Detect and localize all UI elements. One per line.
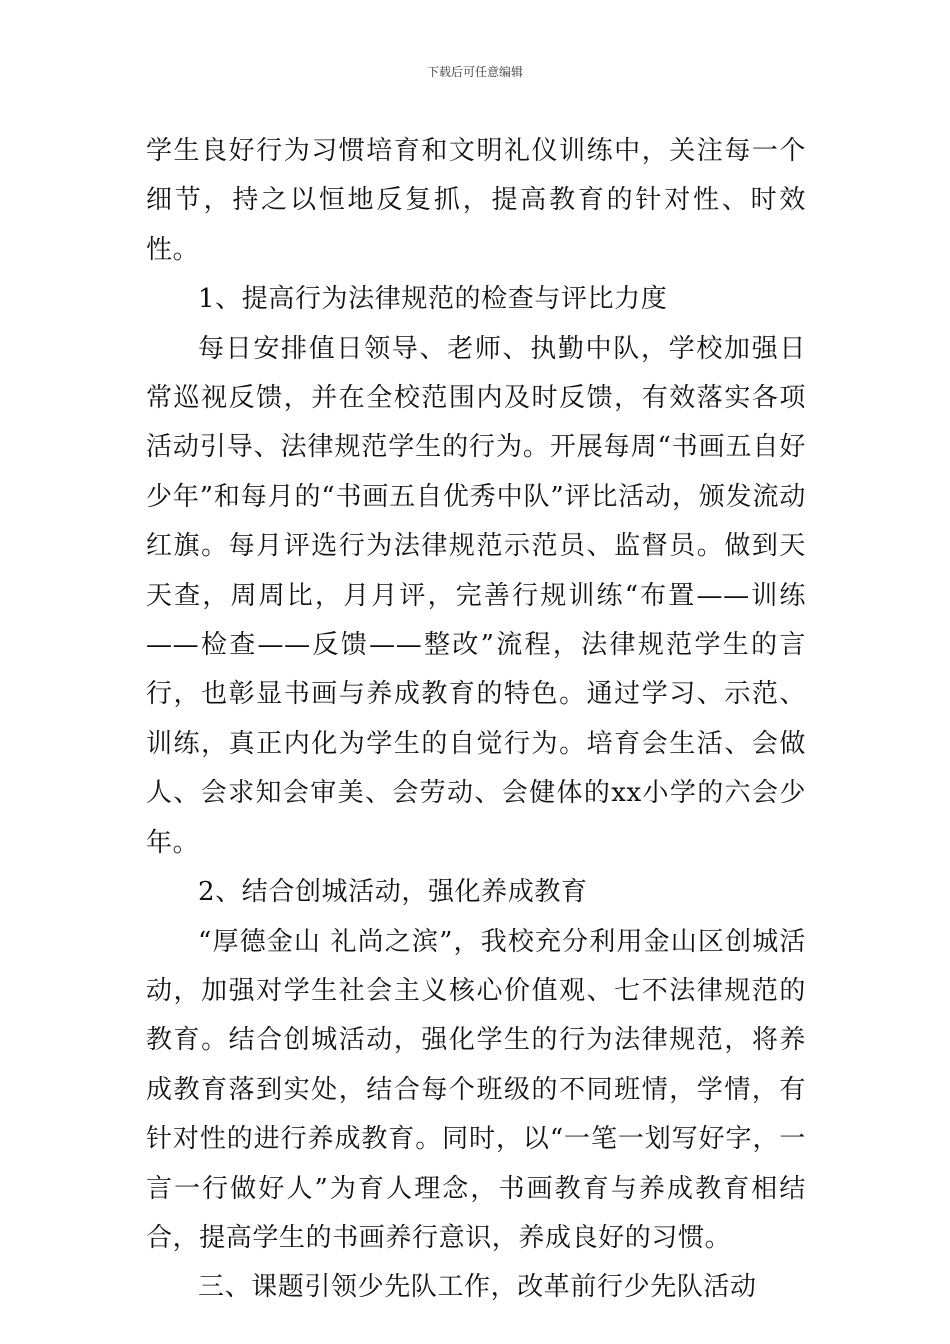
document-body <box>146 127 806 1313</box>
paragraph-city-campaign: “厚德金山 礼尚之滨”，我校充分利用金山区创城活动，加强对学生社会主义核心价值观、七不法律规范的教育。结合创城活动，强化学生的行为法律规范，将养成教育落到实处，结合每个班级的不同班情，学情，有针对性的进行养成教育。同时，以“一笔一划写好字，一言一行做好人”为育人理念，书画教育与养成教育相结合，提高学生的书画养行意识，养成良好的习惯。 <box>146 926 806 1253</box>
section-heading-1: 1、提高行为法律规范的检查与评比力度 <box>198 284 668 315</box>
page-header: 下载后可任意编辑 <box>426 65 523 79</box>
paragraph-inspection: 每日安排值日领导、老师、执勤中队，学校加强日常巡视反馈，并在全校范围内及时反馈，有效落实各项活动引导、法律规范学生的行为。开展每周“书画五自好少年”和每月的“书画五自优秀中队”评比活动，颁发流动红旗。每月评选行为法律规范示范员、监督员。做到天天查，周周比，月月评，完善行规训练“布置——训练——检查——反馈——整改”流程，法律规范学生的言行，也彰显书画与养成教育的特色。通过学习、示范、训练，真正内化为学生的自觉行为。培育会生活、会做人、会求知会审美、会劳动、会健体的xx小学的六会少年。 <box>146 333 806 858</box>
paragraph-continuation: 学生良好行为习惯培育和文明礼仪训练中，关注每一个细节，持之以恒地反复抓，提高教育的针对性、时效性。 <box>146 136 806 265</box>
section-heading-3: 三、课题引领少先队工作，改革前行少先队活动 <box>198 1272 757 1303</box>
section-heading-2: 2、结合创城活动，强化养成教育 <box>198 877 588 908</box>
